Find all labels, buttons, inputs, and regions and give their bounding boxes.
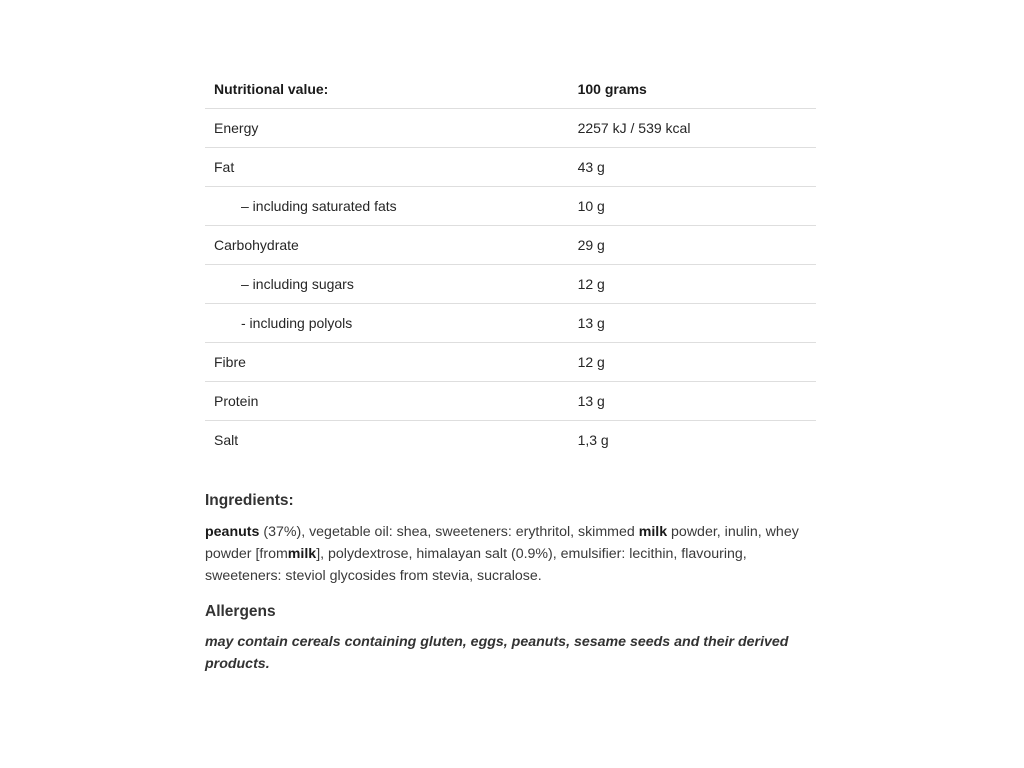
product-info [205, 70, 817, 675]
ingredients-segment: ], polydextrose, himalayan salt (0.9%), emulsifier: lecithin, flavouring, sweeteners: steviol glycosides from stevia, sucralose. [205, 546, 747, 584]
table-row [205, 265, 816, 304]
table-row [205, 343, 816, 382]
nutrition-table [205, 70, 816, 459]
table-row [205, 226, 816, 265]
nutrient-name: Salt [214, 432, 239, 448]
ingredient-peanuts: peanuts [205, 524, 260, 540]
table-row [205, 109, 816, 148]
nutrient-value: 1,3 g [577, 432, 609, 448]
nutrient-value: 13 g [569, 382, 816, 421]
allergens-text: may contain cereals containing gluten, eggs, peanuts, sesame seeds and their derived products. [205, 634, 789, 672]
nutrient-name: Energy [205, 109, 569, 148]
nutrition-table-header [205, 70, 816, 109]
ingredients-heading: Ingredients: [205, 492, 294, 509]
table-row [205, 187, 816, 226]
nutrient-value: 12 g [569, 265, 816, 304]
nutrient-value: 43 g [569, 148, 816, 187]
nutrient-name: Carbohydrate [205, 226, 569, 265]
nutrient-name: Protein [205, 382, 569, 421]
table-row [205, 421, 816, 460]
allergens-heading: Allergens [205, 603, 276, 620]
nutrient-value: 13 g [569, 304, 816, 343]
table-row [205, 382, 816, 421]
header-nutritional-value: Nutritional value: [205, 70, 569, 109]
table-row [205, 148, 816, 187]
nutrient-value: 29 g [569, 226, 816, 265]
ingredients-segment: powder, inulin, whey powder [from [205, 524, 799, 562]
nutrient-name: – including sugars [205, 265, 569, 304]
table-row [205, 304, 816, 343]
ingredient-milk: milk [638, 524, 668, 540]
nutrient-name: – including saturated fats [205, 187, 569, 226]
nutrient-name: Fat [205, 148, 569, 187]
nutrient-name: Fibre [205, 343, 569, 382]
ingredient-milk: milk [287, 546, 317, 562]
ingredients-segment: (37%), vegetable oil: shea, sweeteners: erythritol, skimmed [259, 524, 639, 540]
nutrient-value: 10 g [569, 187, 816, 226]
nutrient-name: - including polyols [205, 304, 569, 343]
ingredients-text [205, 521, 817, 587]
nutrient-value: 12 g [569, 343, 816, 382]
nutrient-value: 2257 kJ / 539 kcal [569, 109, 816, 148]
header-per-100-grams: 100 grams [569, 70, 816, 109]
